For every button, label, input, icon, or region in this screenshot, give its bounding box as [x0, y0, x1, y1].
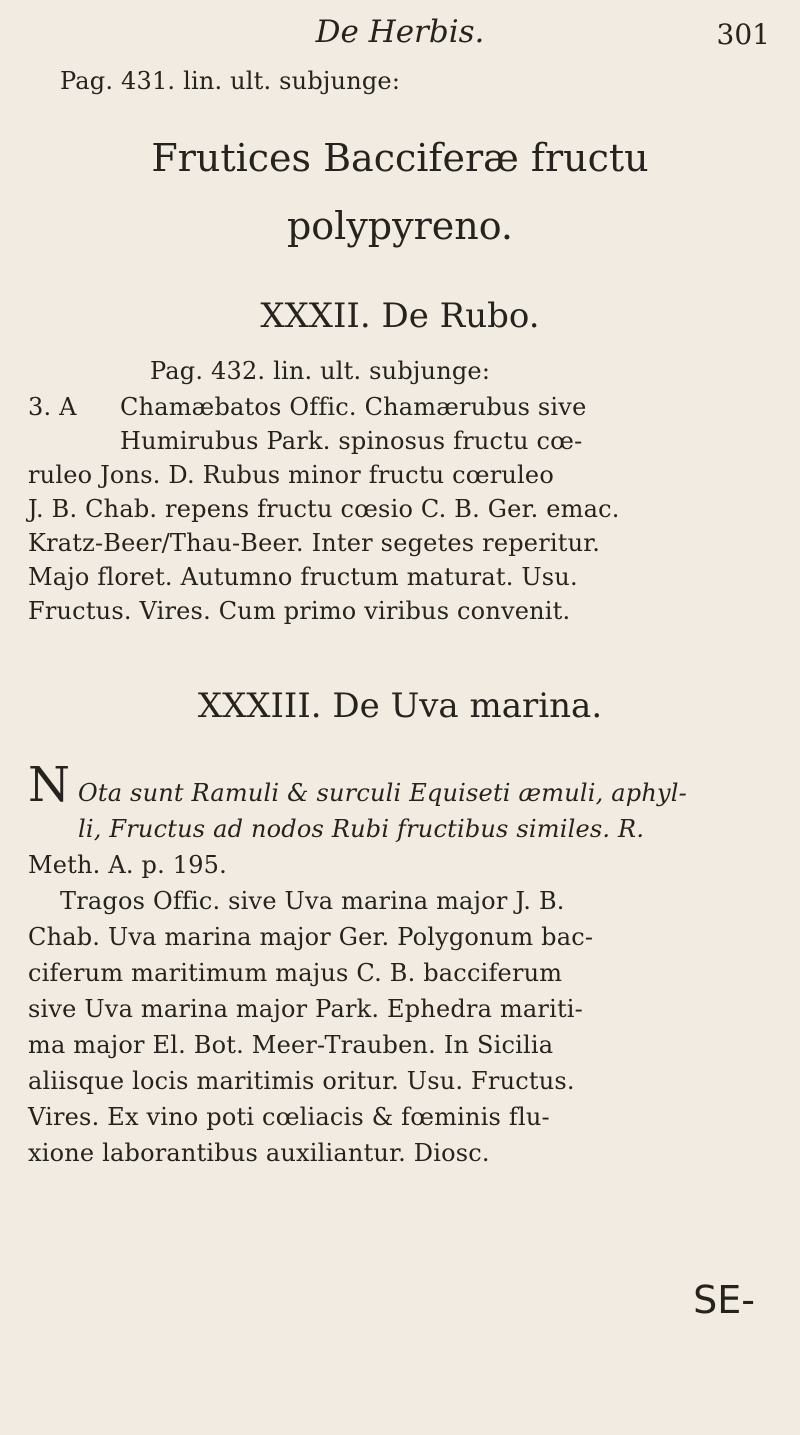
chapter-heading: XXXII. De Rubo.: [260, 296, 540, 336]
text-line: ruleo Jons. D. Rubus minor fructu cœruleo: [28, 461, 554, 489]
text-line: Pag. 431. lin. ult. subjunge:: [60, 67, 401, 95]
chapter-heading: XXXIII. De Uva marina.: [197, 686, 603, 726]
text-line: Chab. Uva marina major Ger. Polygonum bac-: [28, 923, 594, 951]
section-heading: Frutices Bacciferæ fructu: [151, 136, 649, 180]
text-line: Kratz-Beer/Thau-Beer. Inter segetes reperitur.: [28, 529, 601, 557]
text-line: Pag. 432. lin. ult. subjunge:: [150, 357, 491, 385]
running-head: [0, 14, 800, 54]
page-number: 301: [716, 18, 770, 51]
text-line: J. B. Chab. repens fructu cœsio C. B. Ger. emac.: [28, 495, 620, 523]
text-line: xione laborantibus auxiliantur. Diosc.: [28, 1139, 490, 1167]
text-line: Meth. A. p. 195.: [28, 851, 227, 879]
running-title: De Herbis.: [315, 14, 485, 50]
text-line: Ota sunt Ramuli & surculi Equiseti æmuli, aphyl-: [78, 779, 687, 807]
section-heading-continued: polypyreno.: [286, 204, 514, 248]
text-line: ma major El. Bot. Meer-Trauben. In Sicilia: [28, 1031, 554, 1059]
item-marker: 3. A: [28, 393, 77, 421]
text-line: ciferum maritimum majus C. B. bacciferum: [28, 959, 563, 987]
text-line: aliisque locis maritimis oritur. Usu. Fructus.: [28, 1067, 575, 1095]
text-line: Tragos Offic. sive Uva marina major J. B.: [60, 887, 565, 915]
text-line: Chamæbatos Offic. Chamærubus sive: [120, 393, 587, 421]
text-line: sive Uva marina major Park. Ephedra mariti-: [28, 995, 583, 1023]
text-line: li, Fructus ad nodos Rubi fructibus similes. R.: [78, 815, 645, 843]
text-line: Majo floret. Autumno fructum maturat. Usu.: [28, 563, 578, 591]
text-line: Vires. Ex vino poti cœliacis & fœminis flu-: [28, 1103, 550, 1131]
catchword: SE-: [693, 1278, 755, 1322]
text-line: Humirubus Park. spinosus fructu cœ-: [120, 427, 583, 455]
text-line: Fructus. Vires. Cum primo viribus convenit.: [28, 597, 571, 625]
drop-cap: N: [28, 757, 71, 813]
